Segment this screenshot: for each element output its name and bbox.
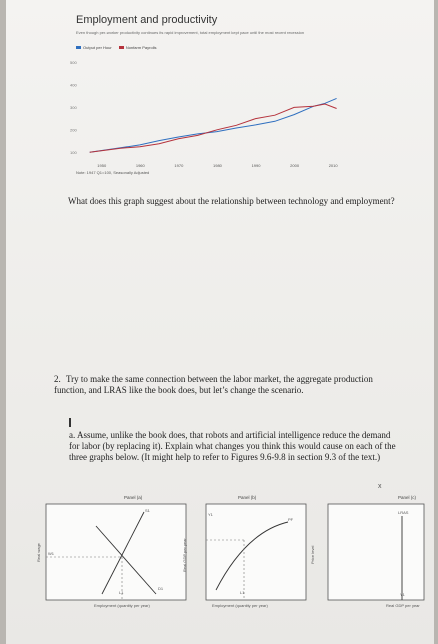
panel-a-labor-market [34,490,184,610]
panel-c-y-label: Price level [310,545,315,564]
chart-legend [76,45,163,50]
figure-subtitle: Even though per-worker productivity continues its rapid improvement, total employment kept pace until the most recent recession [76,30,305,35]
panel-b-eq-gdp: Y1 [208,512,213,517]
panel-c-x-label: Real GDP per year [386,603,420,608]
panel-c-eq-gdp: Y1 [400,592,405,597]
legend-item-payrolls [119,45,157,50]
x-tick-label: 2010 [328,163,338,168]
panel-b-title: Panel (b) [238,495,257,500]
panel-a-demand-label: D1 [158,586,164,591]
series-line-output-per-hour [90,98,337,152]
panel-a-eq-wage: W1 [48,551,54,556]
y-tick-label: 400 [70,82,77,88]
panel-c-curve-label: LRAS [398,510,409,515]
panel-a-title: Panel (a) [124,495,143,500]
y-tick-label: 100 [70,149,77,155]
legend-item-output [76,45,112,50]
question-2a-text: Assume, unlike the book does, that robots and artificial intelligence reduce the demand for labor (by replacing it). Explain what changes you think this would cause on each of the three graphs below. (It might help to refer to Figures 9.6-9.8 in section 9.3 of the text.) [69,430,396,462]
legend-label: Output per Hour [83,45,112,50]
question-2-text: Try to make the same connection between the labor market, the aggregate production function, and LRAS like the book does, but let’s change the scenario. [54,374,373,395]
figure-note: Note: 1947 Q1=100, Seasonally Adjusted [76,170,150,175]
series-line-nonfarm-payrolls [90,104,337,152]
x-tick-label: 1970 [174,163,184,168]
panel-a-supply-label: S1 [145,508,150,513]
question-2 [54,374,394,396]
panel-c-frame [328,504,424,600]
text-cursor-mark [69,418,71,427]
panel-b-x-label: Employment (quantity per year) [212,603,268,608]
panel-b-eq-employment: L1 [240,590,245,595]
panel-c-lras [306,490,434,610]
panel-b-y-label: Real GDP per year [182,538,187,572]
legend-swatch [76,46,81,49]
panel-a-x-label: Employment (quantity per year) [94,603,150,608]
panel-b-curve-label: PF [288,517,294,522]
panel-a-frame [46,504,186,600]
y-tick-label: 500 [70,59,77,65]
worksheet-page [6,0,434,644]
figure-title: Employment and productivity [76,14,218,26]
stray-mark: x [378,483,382,490]
x-tick-label: 2000 [290,163,300,168]
question-2a-label: a. [69,430,76,440]
panel-a-y-label: Real wage [36,543,41,562]
y-tick-label: 200 [70,127,77,133]
panel-c-title: Panel (c) [398,495,417,500]
y-tick-label: 300 [70,104,77,110]
x-tick-label: 1990 [251,163,261,168]
x-tick-label: 1950 [97,163,107,168]
panel-a-eq-employment: L1 [119,590,124,595]
x-tick-label: 1980 [213,163,222,168]
legend-swatch [119,46,124,49]
question-2-number: 2. [54,374,61,384]
question-2a [69,430,399,463]
question-1: What does this graph suggest about the relationship between technology and employment? [68,196,395,206]
x-tick-label: 1960 [135,163,145,168]
productivity-line-chart [70,54,360,169]
panel-b-production-function [176,490,316,610]
legend-label: Nonfarm Payrolls [125,45,157,50]
